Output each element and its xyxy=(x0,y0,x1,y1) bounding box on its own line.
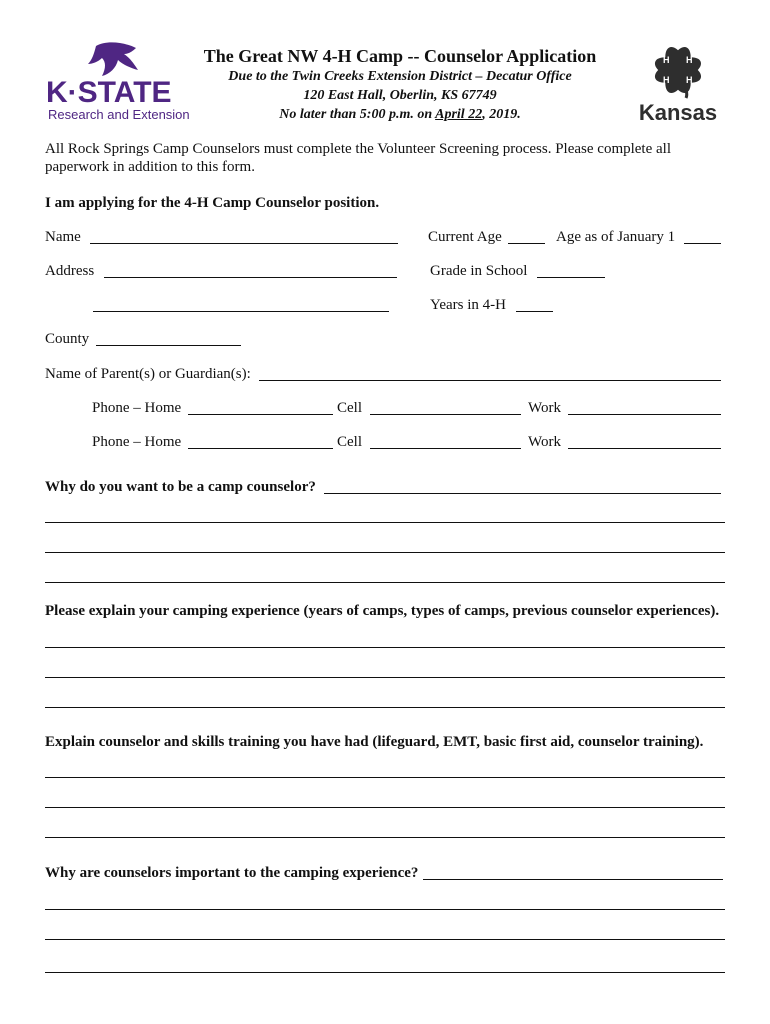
years-4h-field[interactable] xyxy=(516,311,553,312)
phone-home-label: Phone – Home xyxy=(92,400,182,416)
question-training: Explain counselor and skills training you have had (lifeguard, EMT, basic first aid, counselor training). xyxy=(45,734,704,750)
fourh-wordmark: Kansas xyxy=(638,100,718,124)
answer-training-line-2[interactable] xyxy=(45,807,725,808)
wildcat-icon xyxy=(88,42,138,76)
phone-home-label-2: Phone – Home xyxy=(92,434,182,450)
age-jan-label: Age as of January 1 xyxy=(556,229,676,245)
phone-home-field[interactable] xyxy=(188,414,333,415)
county-label: County xyxy=(45,331,90,347)
address-line2-field[interactable] xyxy=(93,311,389,312)
age-jan-field[interactable] xyxy=(684,243,721,244)
work-field-2[interactable] xyxy=(568,448,721,449)
work-field[interactable] xyxy=(568,414,721,415)
answer-why-counselor-line-2[interactable] xyxy=(45,552,725,553)
name-label: Name xyxy=(45,229,81,245)
grade-label: Grade in School xyxy=(430,263,528,279)
address-line: 120 East Hall, Oberlin, KS 67749 xyxy=(303,88,497,103)
svg-text:H: H xyxy=(686,55,693,65)
kstate-subtitle: Research and Extension xyxy=(48,107,190,122)
fourh-kansas-logo xyxy=(626,40,730,124)
parents-field[interactable] xyxy=(259,380,721,381)
years-4h-label: Years in 4-H xyxy=(430,297,506,313)
deadline-line xyxy=(195,105,605,125)
deadline-date: April 22 xyxy=(435,107,483,122)
answer-importance-line-1[interactable] xyxy=(45,909,725,910)
cell-field-2[interactable] xyxy=(370,448,521,449)
cell-label-2: Cell xyxy=(337,434,362,450)
question-camping-experience: Please explain your camping experience (years of camps, types of camps, previous counselor experiences). xyxy=(45,603,720,619)
deadline-prefix: No later than 5:00 p.m. on xyxy=(279,107,436,122)
phone-home-field-2[interactable] xyxy=(188,448,333,449)
grade-field[interactable] xyxy=(537,277,605,278)
svg-text:H: H xyxy=(686,75,693,85)
due-line: Due to the Twin Creeks Extension District – Decatur Office xyxy=(228,69,572,84)
answer-camping-line-3[interactable] xyxy=(45,707,725,708)
county-field[interactable] xyxy=(96,345,241,346)
svg-text:H: H xyxy=(663,75,670,85)
question-importance: Why are counselors important to the camping experience? xyxy=(45,865,419,881)
kstate-wordmark: K·STATE xyxy=(46,76,172,109)
answer-training-line-1[interactable] xyxy=(45,777,725,778)
answer-importance-line-0[interactable] xyxy=(423,879,723,880)
work-label: Work xyxy=(528,400,561,416)
address-label: Address xyxy=(45,263,95,279)
answer-why-counselor-line-3[interactable] xyxy=(45,582,725,583)
answer-why-counselor-line-0[interactable] xyxy=(324,493,721,494)
answer-why-counselor-line-1[interactable] xyxy=(45,522,725,523)
answer-training-line-3[interactable] xyxy=(45,837,725,838)
work-label-2: Work xyxy=(528,434,561,450)
name-field[interactable] xyxy=(90,243,398,244)
cell-label: Cell xyxy=(337,400,362,416)
deadline-suffix: , 2019. xyxy=(482,107,521,122)
applying-statement: I am applying for the 4-H Camp Counselor position. xyxy=(45,195,380,211)
current-age-field[interactable] xyxy=(508,243,545,244)
current-age-label: Current Age xyxy=(428,229,502,245)
answer-camping-line-2[interactable] xyxy=(45,677,725,678)
form-title: The Great NW 4-H Camp -- Counselor Application xyxy=(203,46,597,66)
answer-camping-line-1[interactable] xyxy=(45,647,725,648)
svg-text:H: H xyxy=(663,55,670,65)
question-why-counselor: Why do you want to be a camp counselor? xyxy=(45,479,316,495)
intro-text: All Rock Springs Camp Counselors must complete the Volunteer Screening process. Please complete all paperwork in addition to this form. xyxy=(45,141,672,175)
parents-label: Name of Parent(s) or Guardian(s): xyxy=(45,366,251,382)
kstate-logo xyxy=(44,40,192,122)
cell-field[interactable] xyxy=(370,414,521,415)
answer-importance-line-2[interactable] xyxy=(45,939,725,940)
address-field[interactable] xyxy=(104,277,397,278)
clover-icon xyxy=(652,44,703,98)
answer-importance-line-3[interactable] xyxy=(45,972,725,973)
